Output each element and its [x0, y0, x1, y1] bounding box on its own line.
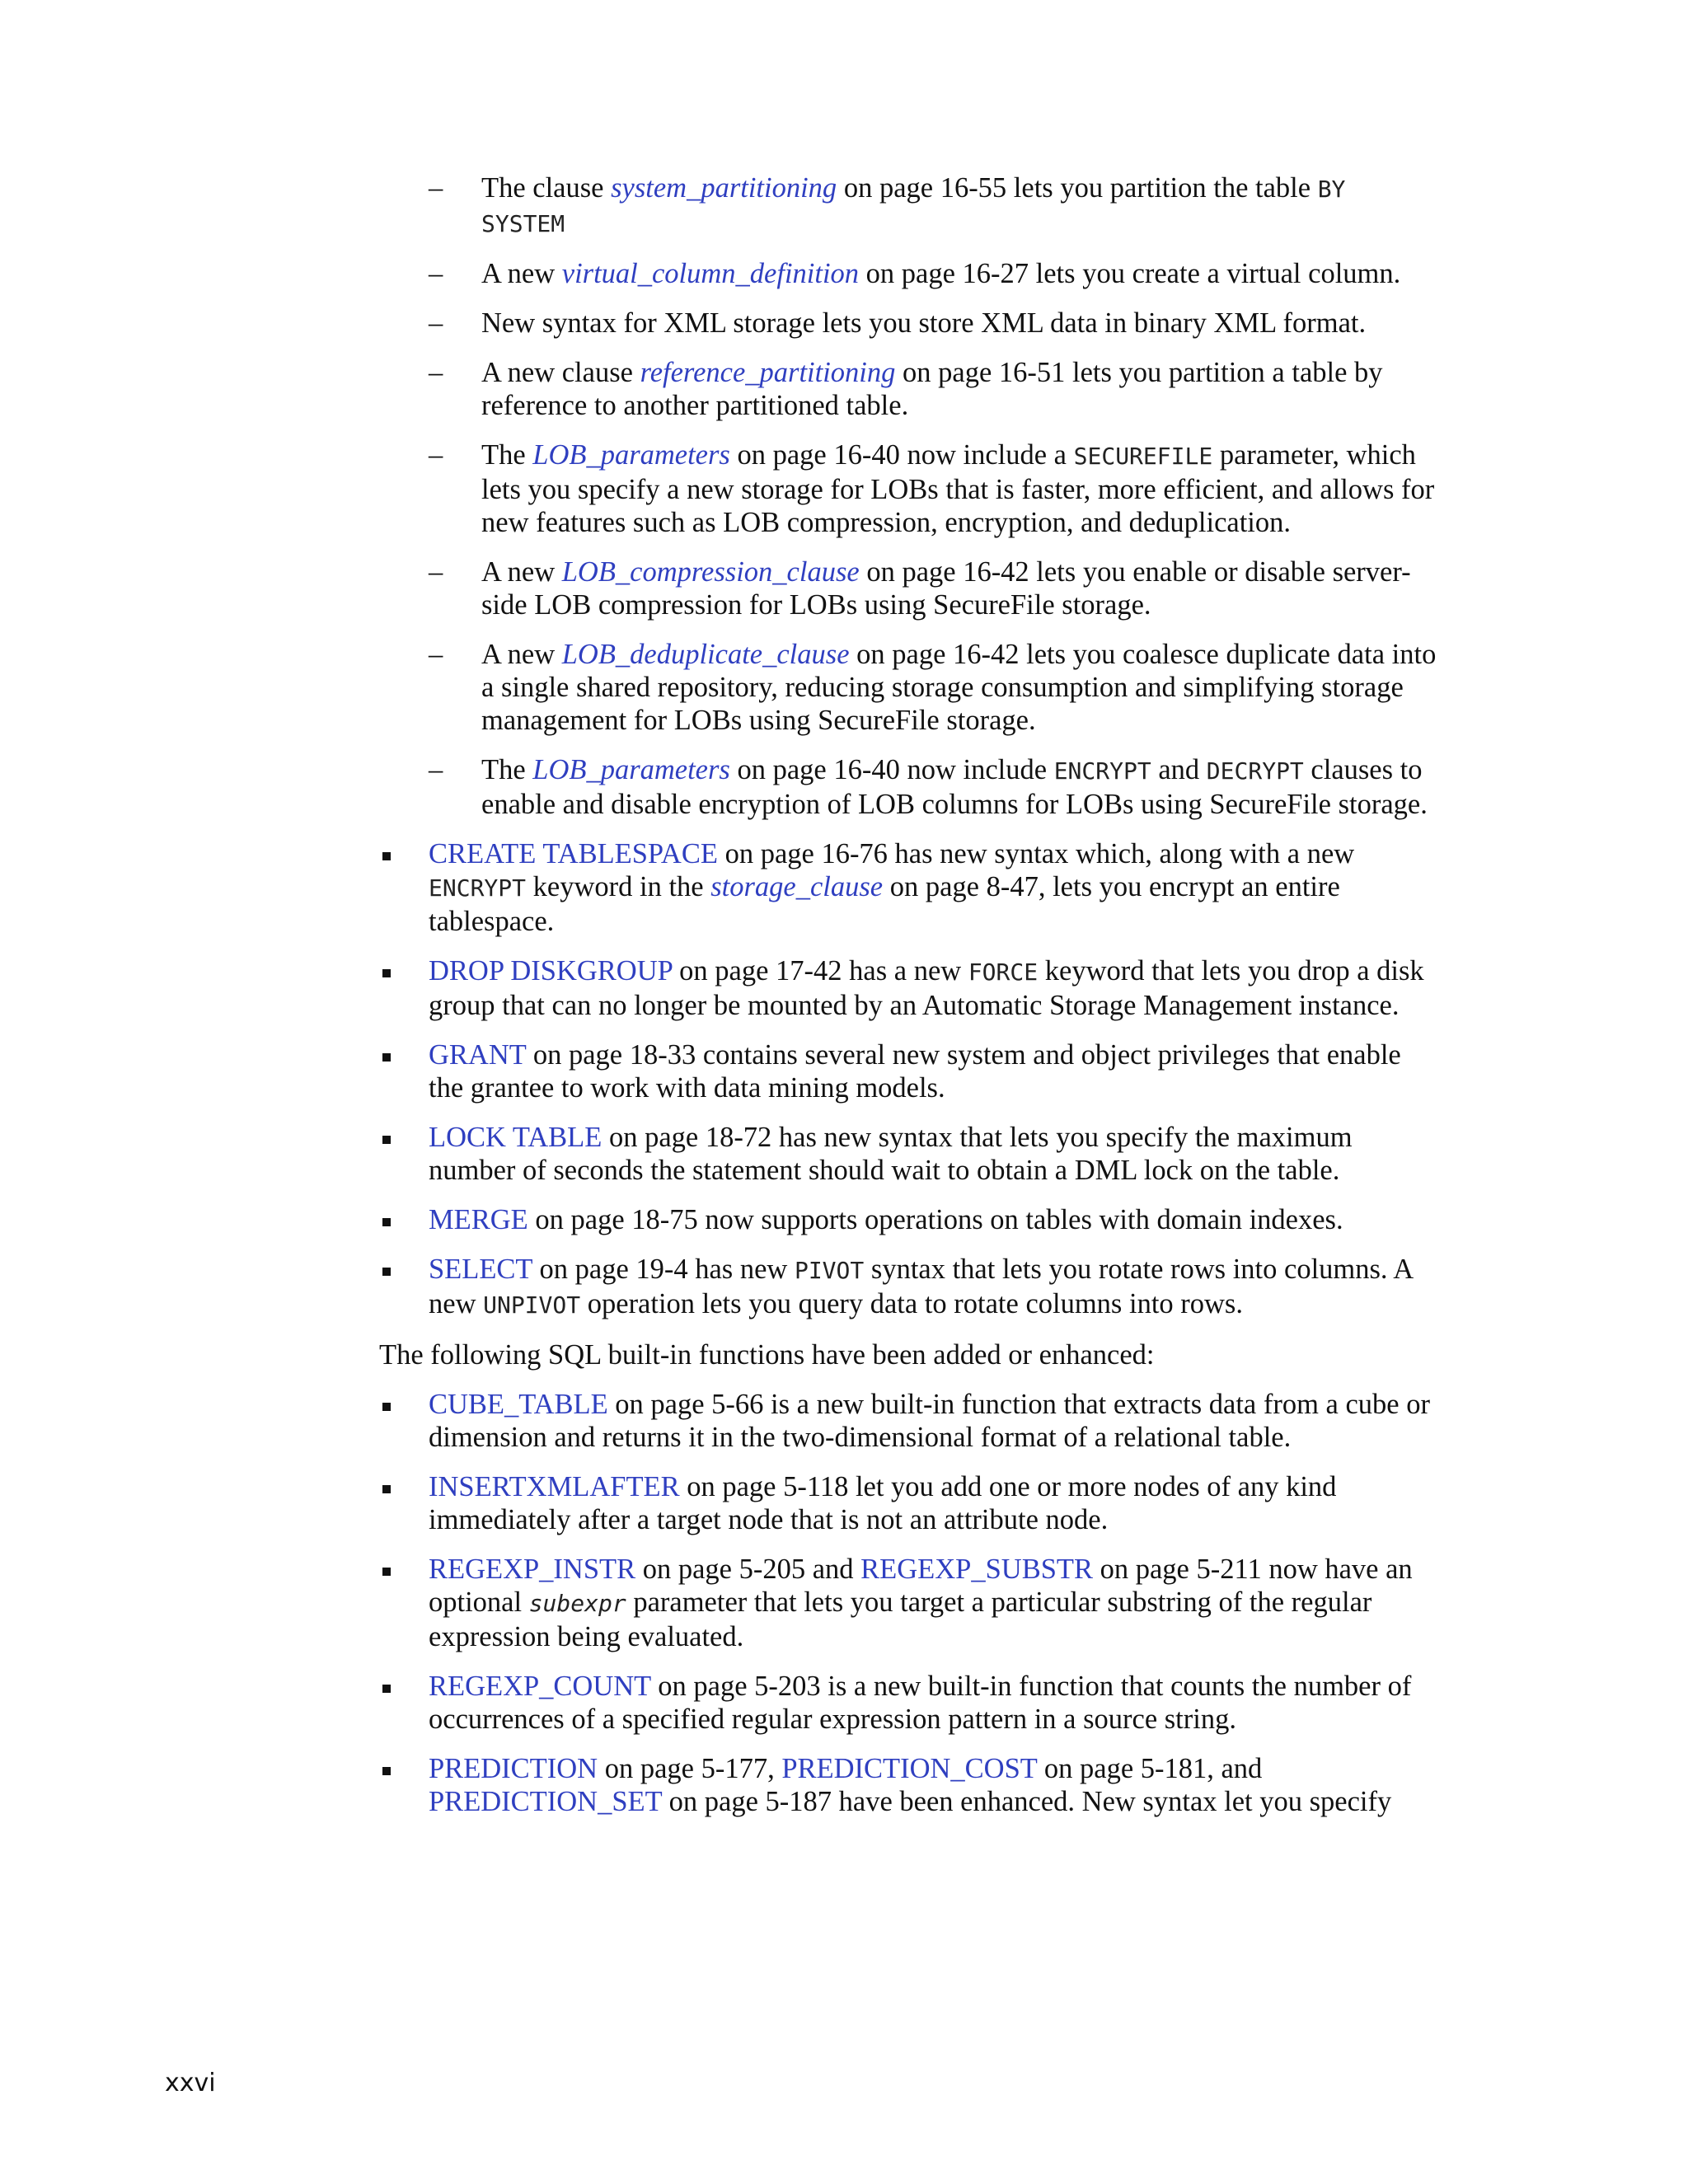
text-run: on page 5-177, [598, 1753, 782, 1784]
link-drop-diskgroup[interactable]: DROP DISKGROUP [429, 955, 673, 987]
link-merge[interactable]: MERGE [429, 1204, 528, 1235]
text-run: parameter, which lets you specify a new storage for LOBs that is faster, more efficient, and allows for new features such as LOB compression, encryption, and deduplication. [481, 439, 1435, 538]
link-regexp-instr[interactable]: REGEXP_INSTR [429, 1554, 636, 1585]
list-item [379, 307, 1442, 340]
text-run: on page 16-27 lets you create a virtual column. [859, 258, 1401, 289]
text-run: on page 16-55 lets you partition the table [837, 172, 1318, 204]
list-item [379, 555, 1442, 621]
text-run: on page 8-47, lets you encrypt an entire tablespace. [429, 871, 1340, 937]
text-run: parameter that lets you target a particular substring of the regular expression being evaluated. [429, 1586, 1372, 1652]
list-item [379, 1203, 1442, 1236]
text-run: A new clause [481, 357, 640, 388]
list-item [379, 837, 1442, 938]
text-run: on page 5-203 is a new built-in function that counts the number of occurrences of a specified regular expression pattern in a source string. [429, 1671, 1412, 1735]
list-item [379, 638, 1442, 737]
text-run: on page 5-205 and [635, 1554, 861, 1585]
text-run: The clause [481, 172, 612, 204]
code-keyword: FORCE [968, 958, 1039, 986]
text-run: on page 5-187 have been enhanced. New syntax let you specify [662, 1786, 1392, 1817]
link-regexp-substr[interactable]: REGEXP_SUBSTR [860, 1554, 1093, 1585]
list-item [379, 1388, 1442, 1454]
function-changes-list [379, 1388, 1442, 1818]
list-item [379, 1253, 1442, 1322]
list-item [379, 954, 1442, 1022]
text-run: on page 17-42 has a new [672, 955, 968, 987]
list-item [379, 1752, 1442, 1818]
list-item [379, 1121, 1442, 1187]
text-run: on page 16-42 lets you coalesce duplicate data into a single shared repository, reducing storage consumption and simplifying storage management for LOBs using SecureFile storage. [481, 639, 1437, 736]
text-run: on page 5-181, and [1037, 1753, 1263, 1784]
code-parameter: subexpr [528, 1590, 626, 1617]
text-run: on page 16-42 lets you enable or disable server-side LOB compression for LOBs using SecureFile storage. [481, 556, 1411, 621]
link-cube-table[interactable]: CUBE_TABLE [429, 1389, 608, 1420]
code-keyword: DECRYPT [1206, 757, 1304, 785]
link-lock-table[interactable]: LOCK TABLE [429, 1122, 603, 1153]
table-features-sublist [379, 171, 1442, 821]
link-lob-parameters[interactable]: LOB_parameters [532, 754, 730, 785]
functions-intro-paragraph: The following SQL built-in functions have been added or enhanced: [379, 1339, 1155, 1371]
text-run: on page 18-33 contains several new system and object privileges that enable the grantee to work with data mining models. [429, 1039, 1401, 1104]
text-run: on page 5-118 let you add one or more nodes of any kind immediately after a target node that is not an attribute node. [429, 1471, 1337, 1535]
text-run: on page 18-72 has new syntax that lets you specify the maximum number of seconds the statement should wait to obtain a DML lock on the table. [429, 1122, 1353, 1186]
code-keyword: UNPIVOT [483, 1291, 581, 1319]
text-run: on page 18-75 now supports operations on tables with domain indexes. [528, 1204, 1343, 1235]
link-virtual-column-definition[interactable]: virtual_column_definition [561, 258, 860, 289]
text-run: on page 16-40 now include a [729, 439, 1074, 471]
text-run: The [481, 754, 533, 785]
text-run: A new [481, 258, 562, 289]
list-item [379, 1553, 1442, 1653]
link-insertxmlafter[interactable]: INSERTXMLAFTER [429, 1471, 680, 1502]
text-run: on page 16-40 now include [729, 754, 1054, 785]
code-keyword: SECUREFILE [1073, 443, 1213, 470]
list-item [379, 753, 1442, 821]
text-run: The [481, 439, 533, 471]
page-number: xxvi [165, 2069, 216, 2097]
text-run: operation lets you query data to rotate columns into rows. [580, 1288, 1243, 1319]
text-run: keyword that lets you drop a disk group that can no longer be mounted by an Automatic Storage Management instance. [429, 955, 1424, 1021]
text-run: and [1151, 754, 1207, 785]
link-create-tablespace[interactable]: CREATE TABLESPACE [429, 838, 718, 869]
text-run: clauses to enable and disable encryption of LOB columns for LOBs using SecureFile storage. [481, 754, 1428, 820]
text-run: A new [481, 639, 562, 670]
code-keyword: ENCRYPT [1053, 757, 1151, 785]
list-item [379, 1470, 1442, 1536]
text-run: keyword in the [526, 871, 711, 902]
page-body [379, 171, 1442, 1835]
text-run: A new [481, 556, 562, 588]
link-select[interactable]: SELECT [429, 1254, 532, 1285]
link-regexp-count[interactable]: REGEXP_COUNT [429, 1671, 651, 1702]
link-prediction-cost[interactable]: PREDICTION_COST [781, 1753, 1038, 1784]
statement-changes-list [379, 837, 1442, 1322]
list-item [379, 1038, 1442, 1104]
link-storage-clause[interactable]: storage_clause [710, 871, 884, 902]
link-grant[interactable]: GRANT [429, 1039, 527, 1071]
list-item [379, 171, 1442, 241]
link-reference-partitioning[interactable]: reference_partitioning [640, 357, 896, 388]
link-lob-deduplicate-clause[interactable]: LOB_deduplicate_clause [561, 639, 850, 670]
link-system-partitioning[interactable]: system_partitioning [611, 172, 837, 204]
code-keyword: ENCRYPT [429, 874, 527, 902]
text-run: on page 16-51 lets you partition a table by reference to another partitioned table. [481, 357, 1383, 421]
text-run: on page 19-4 has new [532, 1254, 795, 1285]
list-item [379, 1670, 1442, 1736]
code-keyword: BY SYSTEM [481, 176, 1346, 237]
list-item [379, 356, 1442, 422]
list-item [379, 257, 1442, 290]
text-run: on page 5-211 now have an optional [429, 1554, 1413, 1618]
link-prediction-set[interactable]: PREDICTION_SET [429, 1786, 663, 1817]
text-run: New syntax for XML storage lets you store XML data in binary XML format. [481, 307, 1367, 339]
link-lob-parameters[interactable]: LOB_parameters [532, 439, 730, 471]
link-prediction[interactable]: PREDICTION [429, 1753, 598, 1784]
text-run: on page 16-76 has new syntax which, along with a new [717, 838, 1355, 869]
text-run: on page 5-66 is a new built-in function that extracts data from a cube or dimension and returns it in the two-dimensional format of a relational table. [429, 1389, 1430, 1453]
code-keyword: PIVOT [794, 1257, 865, 1284]
link-lob-compression-clause[interactable]: LOB_compression_clause [561, 556, 860, 588]
list-item [379, 438, 1442, 539]
text-run: syntax that lets you rotate rows into columns. A new [429, 1254, 1413, 1319]
